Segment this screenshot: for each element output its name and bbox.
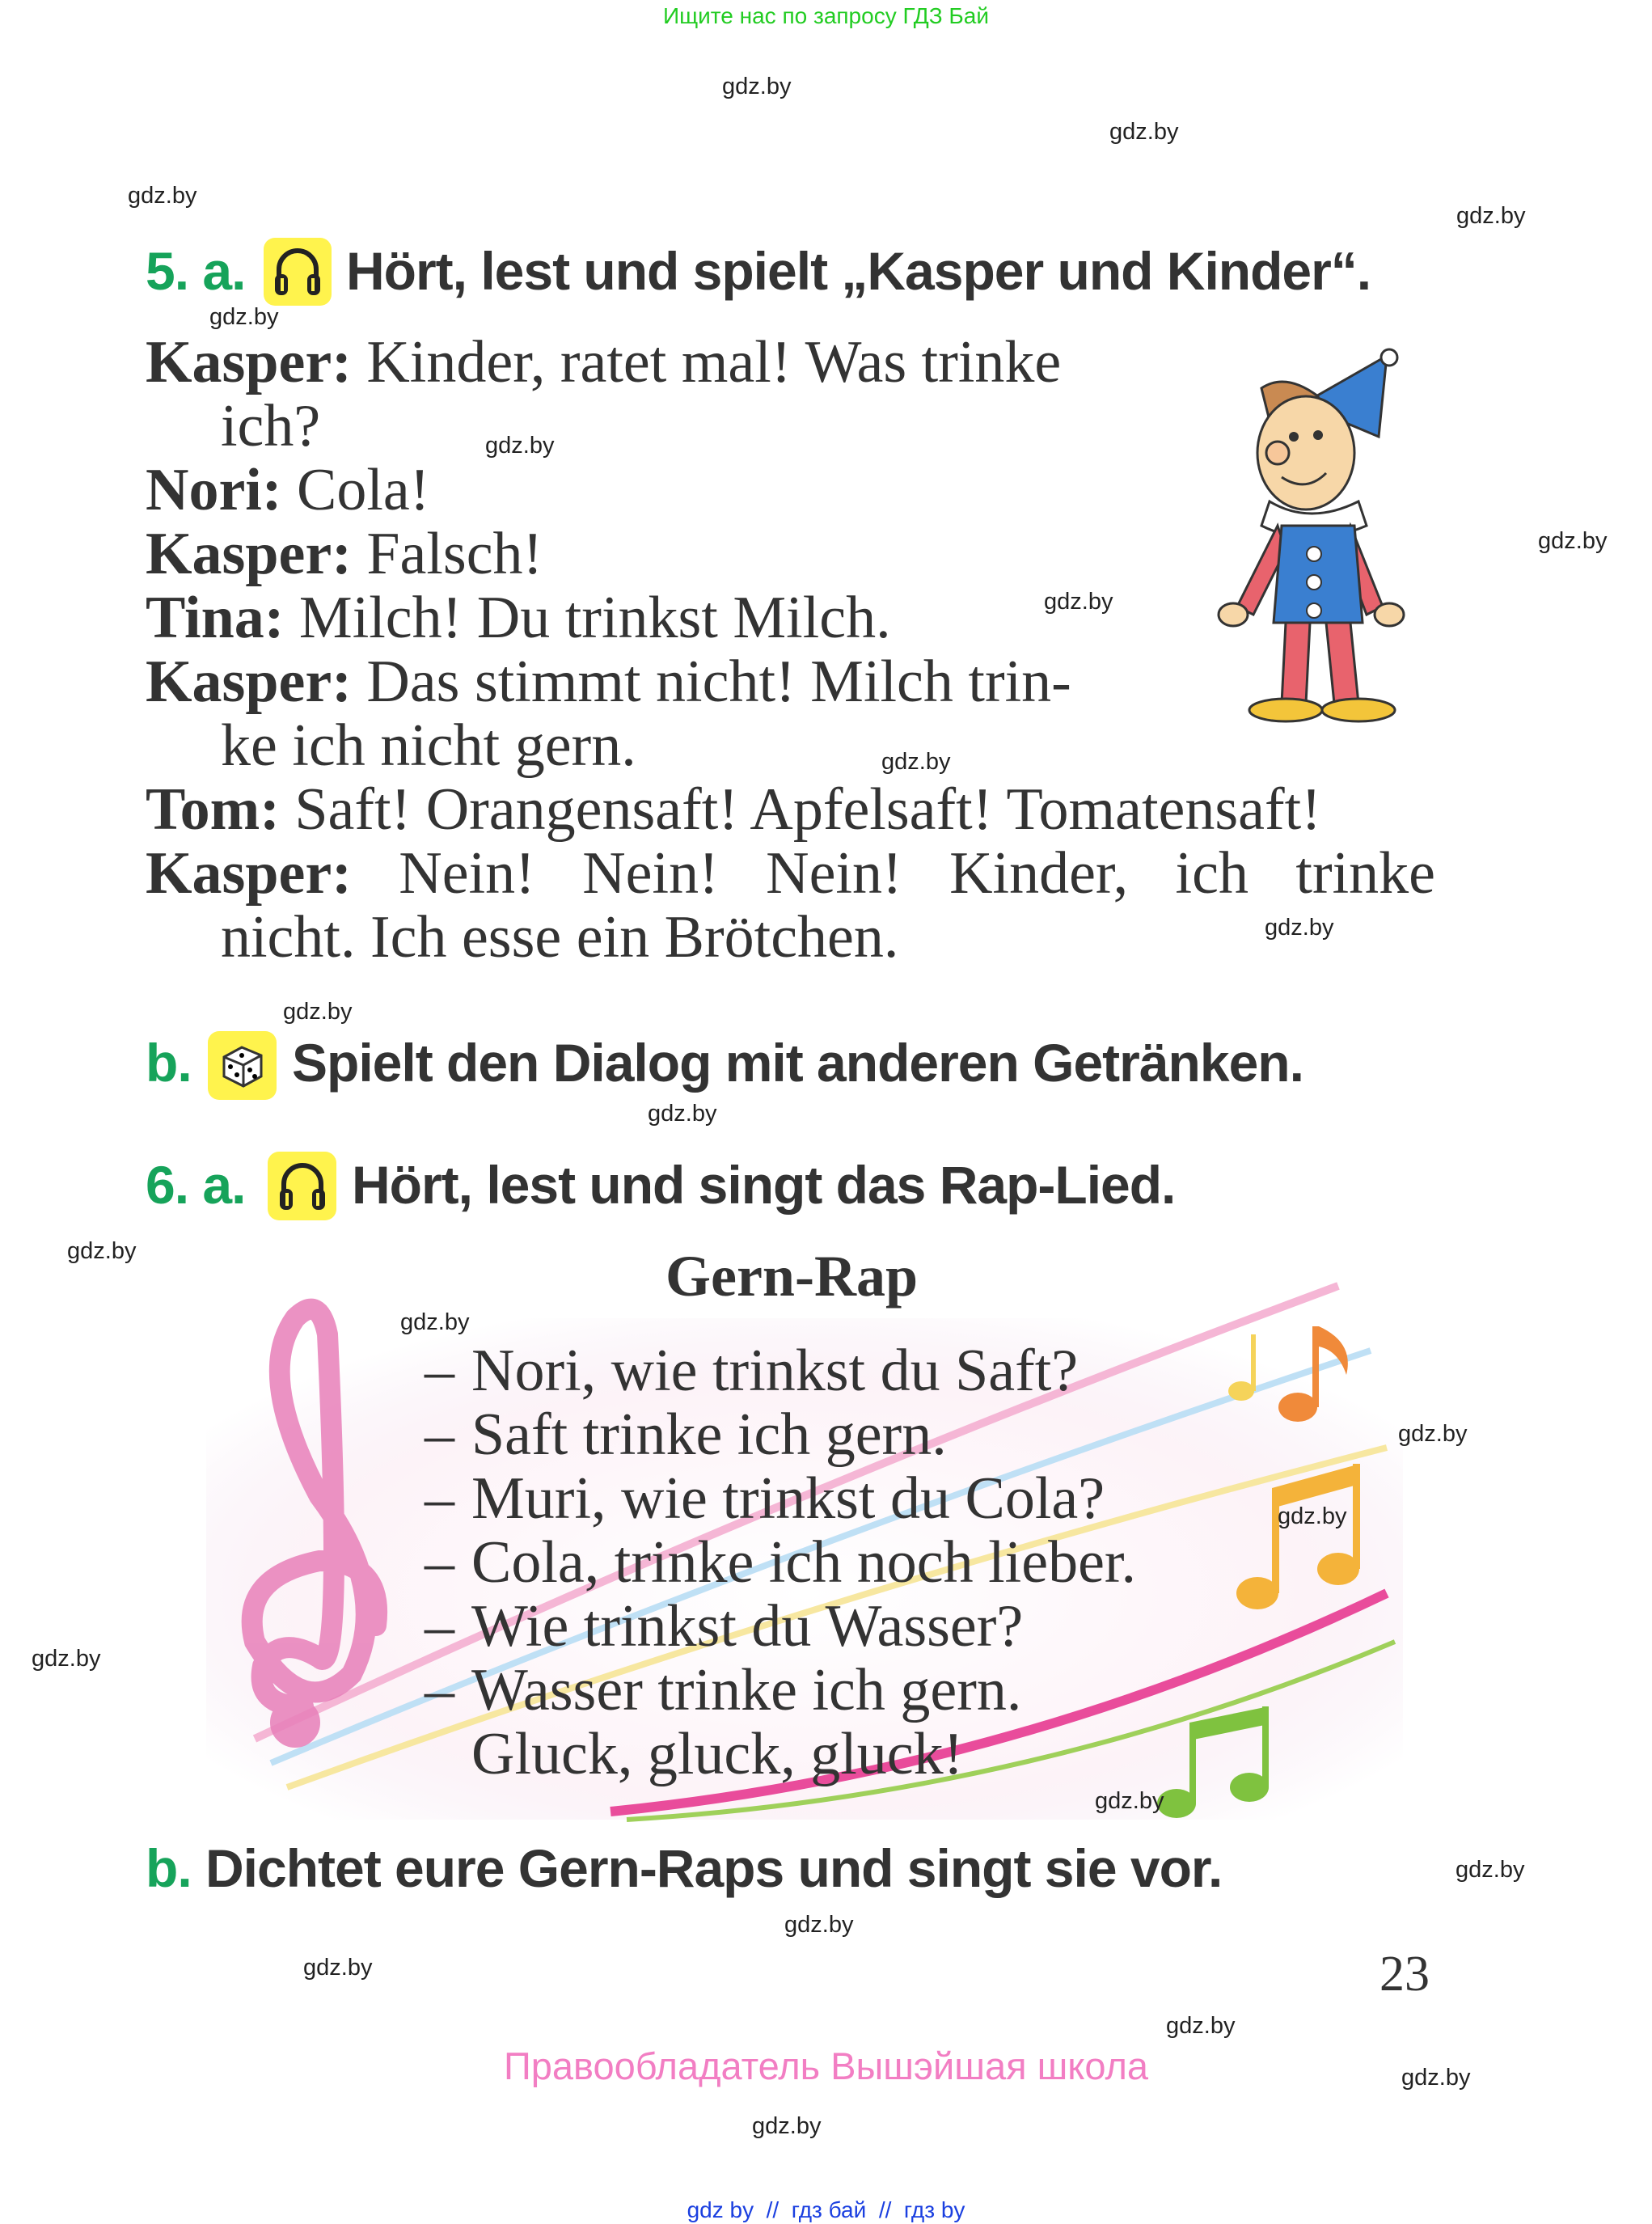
dialogue-line: [146, 650, 1071, 714]
watermark: gdz.by: [1044, 589, 1113, 615]
song-line: [425, 1467, 1105, 1531]
line-text: Muri, wie trinkst du Cola?: [471, 1465, 1105, 1532]
dialogue-line-cont: ke ich nicht gern.: [221, 712, 636, 779]
line-text: Cola!: [281, 457, 430, 523]
clown-illustration: [1205, 340, 1439, 728]
watermark: gdz.by: [1265, 915, 1334, 941]
line-text: Das stimmt nicht! Milch trin-: [351, 649, 1071, 715]
dash: –: [425, 1657, 454, 1723]
dash: –: [425, 1529, 454, 1596]
song-lyrics: [425, 1339, 1136, 1786]
watermark: gdz.by: [722, 74, 792, 99]
exercise-5a-title: Hört, lest und spielt „Kasper und Kinder“.: [346, 241, 1371, 301]
dialogue-line: [146, 331, 1061, 395]
watermark: gdz.by: [1401, 2065, 1471, 2091]
page-number: 23: [1379, 1947, 1430, 2002]
exercise-number: 5. a.: [146, 241, 246, 301]
dialogue-line: [146, 586, 891, 650]
watermark: gdz.by: [303, 1955, 373, 1981]
watermark: gdz.by: [1095, 1788, 1164, 1814]
song-line: [425, 1403, 947, 1467]
exercise-5b-number: [146, 1030, 192, 1095]
watermark: gdz.by: [32, 1646, 101, 1672]
speaker: Kasper:: [146, 840, 352, 907]
speaker: Tom:: [146, 776, 280, 843]
dice-icon: [208, 1031, 277, 1100]
line-text: Gluck, gluck, gluck!: [471, 1721, 964, 1787]
watermark: gdz.by: [752, 2113, 822, 2139]
song-line: [425, 1595, 1023, 1659]
watermark: gdz.by: [1538, 528, 1608, 554]
speaker: Kasper:: [146, 329, 352, 395]
dialogue-line: [146, 522, 543, 586]
watermark: gdz.by: [881, 749, 951, 775]
watermark: gdz.by: [209, 304, 279, 330]
song-line: [425, 1531, 1136, 1595]
line-text: Wie trinkst du Wasser?: [471, 1593, 1024, 1660]
watermark: gdz.by: [128, 183, 197, 209]
dialogue-line: [146, 842, 1435, 906]
watermark: gdz.by: [283, 999, 353, 1025]
watermark: gdz.by: [648, 1101, 717, 1127]
watermark: gdz.by: [1278, 1503, 1347, 1529]
speaker: Tina:: [146, 585, 285, 651]
watermark: gdz.by: [1456, 1857, 1525, 1883]
line-text: Saft! Orangensaft! Apfelsaft! Tomatensaft!: [279, 776, 1321, 843]
line-text: Kinder, ratet mal! Was trinke: [351, 329, 1062, 395]
speaker: Nori:: [146, 457, 282, 523]
line-text: Nori, wie trinkst du Saft?: [471, 1338, 1079, 1404]
exercise-number: b.: [146, 1033, 192, 1093]
song-line: [425, 1339, 1078, 1403]
exercise-5a-heading: [146, 239, 245, 303]
exercise-number: b.: [146, 1838, 192, 1898]
line-text: Milch! Du trinkst Milch.: [284, 585, 891, 651]
watermark: gdz.by: [1456, 203, 1526, 229]
watermark: gdz.by: [784, 1912, 854, 1938]
song-line: [425, 1723, 963, 1786]
dialogue-line: [146, 778, 1321, 842]
exercise-6b-title: Dichtet eure Gern-Raps und singt sie vor.: [205, 1838, 1223, 1898]
exercise-6a-title: Hört, lest und singt das Rap-Lied.: [352, 1155, 1176, 1215]
dash: –: [425, 1593, 454, 1660]
watermark: gdz.by: [485, 433, 555, 459]
line-text: Nein! Nein! Nein! Kinder, ich trinke: [351, 840, 1435, 907]
dialogue-line-cont: ich?: [221, 393, 321, 459]
song-line: [425, 1659, 1021, 1723]
headphones-icon: [268, 1152, 336, 1220]
dash: –: [425, 1465, 454, 1532]
line-text: Cola, trinke ich noch lieber.: [471, 1529, 1136, 1596]
line-text: Falsch!: [351, 521, 543, 587]
line-text: Wasser trinke ich gern.: [471, 1657, 1022, 1723]
exercise-6b-heading: [146, 1836, 1222, 1901]
dialogue-line-cont: nicht. Ich esse ein Brötchen.: [221, 904, 899, 970]
watermark: gdz.by: [1166, 2013, 1236, 2039]
dash: –: [425, 1402, 454, 1468]
dialogue-line: [146, 459, 429, 522]
watermark: gdz.by: [400, 1309, 470, 1335]
copyright-holder: Правообладатель Вышэйшая школа: [503, 2044, 1149, 2087]
speaker: Kasper:: [146, 521, 352, 587]
song-title: Gern-Rap: [665, 1244, 918, 1309]
line-text: Saft trinke ich gern.: [471, 1402, 947, 1468]
headphones-icon: [264, 238, 332, 306]
watermark: gdz.by: [1398, 1421, 1468, 1447]
watermark: gdz.by: [1109, 119, 1179, 145]
top-banner: Ищите нас по запросу ГДЗ Бай: [662, 3, 990, 28]
exercise-5b-title: Spielt den Dialog mit anderen Getränken.: [292, 1033, 1303, 1093]
dash: –: [425, 1338, 454, 1404]
exercise-number: 6. a.: [146, 1155, 246, 1215]
speaker: Kasper:: [146, 649, 352, 715]
footer-links[interactable]: gdz by // гдз бай // гдз by: [687, 2197, 965, 2222]
watermark: gdz.by: [67, 1238, 137, 1264]
exercise-6a-number: [146, 1152, 245, 1217]
